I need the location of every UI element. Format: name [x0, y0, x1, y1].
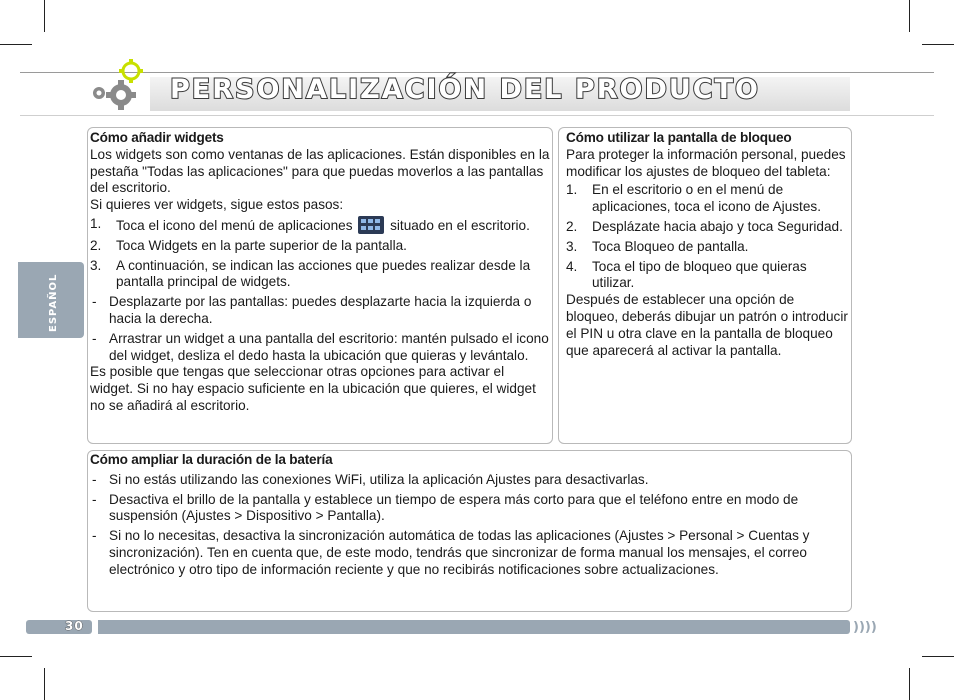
widgets-heading: Cómo añadir widgets	[90, 130, 224, 145]
battery-tip	[90, 492, 848, 526]
footer-end-mark: ))))	[853, 620, 877, 635]
tip-text: Si no lo necesitas, desactiva la sincronización automática de todas las aplicaciones (Ajustes > Personal > Cuentas y sincronización). Ten en cuenta que, de este modo, tendrás que sincronizar de forma manual los mensajes, el correo electrónico y otro tipo de información reciente y que no recibirás notificaciones sobre actualizaciones.	[109, 528, 810, 577]
crop-mark	[909, 0, 910, 32]
step-number: 3.	[90, 257, 102, 273]
crop-mark	[922, 44, 954, 45]
step-number: 3.	[566, 238, 578, 254]
lock-heading: Cómo utilizar la pantalla de bloqueo	[566, 130, 792, 145]
dash-marker: -	[92, 528, 97, 544]
lock-step	[566, 259, 848, 293]
action-text: Arrastrar un widget a una pantalla del escritorio: mantén pulsado el icono del widget, desliza el dedo hasta la ubicación que quieras y levántalo.	[109, 330, 549, 363]
widgets-content	[90, 130, 550, 415]
widgets-action	[90, 294, 550, 328]
step-number: 1.	[566, 182, 578, 198]
crop-mark	[909, 668, 910, 700]
lock-outro: Después de establecer una opción de bloqueo, deberás dibujar un patrón o introducir el PIN u otra clave en la pantalla de bloqueo que aparecerá al activar la pantalla.	[566, 292, 848, 358]
step-number: 1.	[90, 215, 102, 231]
lock-step	[566, 219, 848, 236]
step-text: Desplázate hacia abajo y toca Seguridad.	[592, 218, 843, 234]
gears-icon	[85, 57, 151, 113]
widgets-step	[90, 238, 550, 255]
battery-tip	[90, 528, 848, 578]
dash-marker: -	[92, 294, 97, 310]
tip-text: Desactiva el brillo de la pantalla y establece un tiempo de espera más corto para que el teléfono entre en modo de suspensión (Ajustes > Dispositivo > Pantalla).	[109, 491, 799, 524]
header-rule	[20, 72, 934, 73]
language-tab	[18, 262, 84, 338]
step-number: 4.	[566, 258, 578, 274]
header-rule-bottom	[20, 115, 934, 116]
widgets-step	[90, 258, 550, 292]
widgets-action	[90, 331, 550, 365]
dash-marker: -	[92, 330, 97, 346]
step-text: Toca el icono del menú de aplicaciones	[116, 217, 353, 233]
lock-step	[566, 239, 848, 256]
widgets-outro: Es posible que tengas que seleccionar otras opciones para activar el widget. Si no hay espacio suficiente en la ubicación que quieres, el widget no se añadirá al escritorio.	[90, 364, 536, 413]
page-number: 30	[65, 619, 84, 633]
lock-content	[566, 130, 848, 359]
widgets-step	[90, 216, 550, 235]
step-text: En el escritorio o en el menú de aplicaciones, toca el icono de Ajustes.	[592, 182, 821, 215]
step-text: Toca Bloqueo de pantalla.	[592, 238, 749, 254]
crop-mark	[44, 0, 45, 32]
action-text: Desplazarte por las pantallas: puedes desplazarte hacia la izquierda o hacia la derecha.	[109, 294, 532, 326]
step-number: 2.	[566, 218, 578, 234]
language-tab-label: ESPAÑOL	[48, 273, 59, 332]
crop-mark	[0, 44, 32, 45]
step-text: Toca el tipo de bloqueo que quieras utilizar.	[592, 258, 807, 291]
step-text: A continuación, se indican las acciones que puedes realizar desde la pantalla principal de widgets.	[116, 257, 531, 290]
dash-marker: -	[92, 491, 97, 507]
widgets-intro: Los widgets son como ventanas de las aplicaciones. Están disponibles en la pestaña "Todas las aplicaciones" para que puedas moverlos a las pantallas del escritorio.	[90, 146, 550, 196]
battery-content	[90, 452, 848, 582]
lock-intro: Para proteger la información personal, puedes modificar los ajustes de bloqueo del tableta:	[566, 146, 846, 179]
page-title: PERSONALIZACIÓN DEL PRODUCTO	[170, 74, 760, 105]
footer-bar	[98, 620, 850, 634]
step-text: Toca Widgets en la parte superior de la pantalla.	[116, 237, 407, 253]
lock-step	[566, 182, 848, 216]
step-text-cont: situado en el escritorio.	[390, 217, 530, 233]
crop-mark	[0, 656, 32, 657]
dash-marker: -	[92, 471, 97, 487]
widgets-intro-2: Si quieres ver widgets, sigue estos pasos:	[90, 197, 344, 213]
battery-heading: Cómo ampliar la duración de la batería	[90, 452, 333, 467]
step-number: 2.	[90, 237, 102, 253]
tip-text: Si no estás utilizando las conexiones WiFi, utiliza la aplicación Ajustes para desactivarlas.	[109, 471, 649, 487]
battery-tip	[90, 472, 848, 489]
crop-mark	[44, 668, 45, 700]
apps-menu-icon	[358, 216, 384, 234]
crop-mark	[922, 656, 954, 657]
